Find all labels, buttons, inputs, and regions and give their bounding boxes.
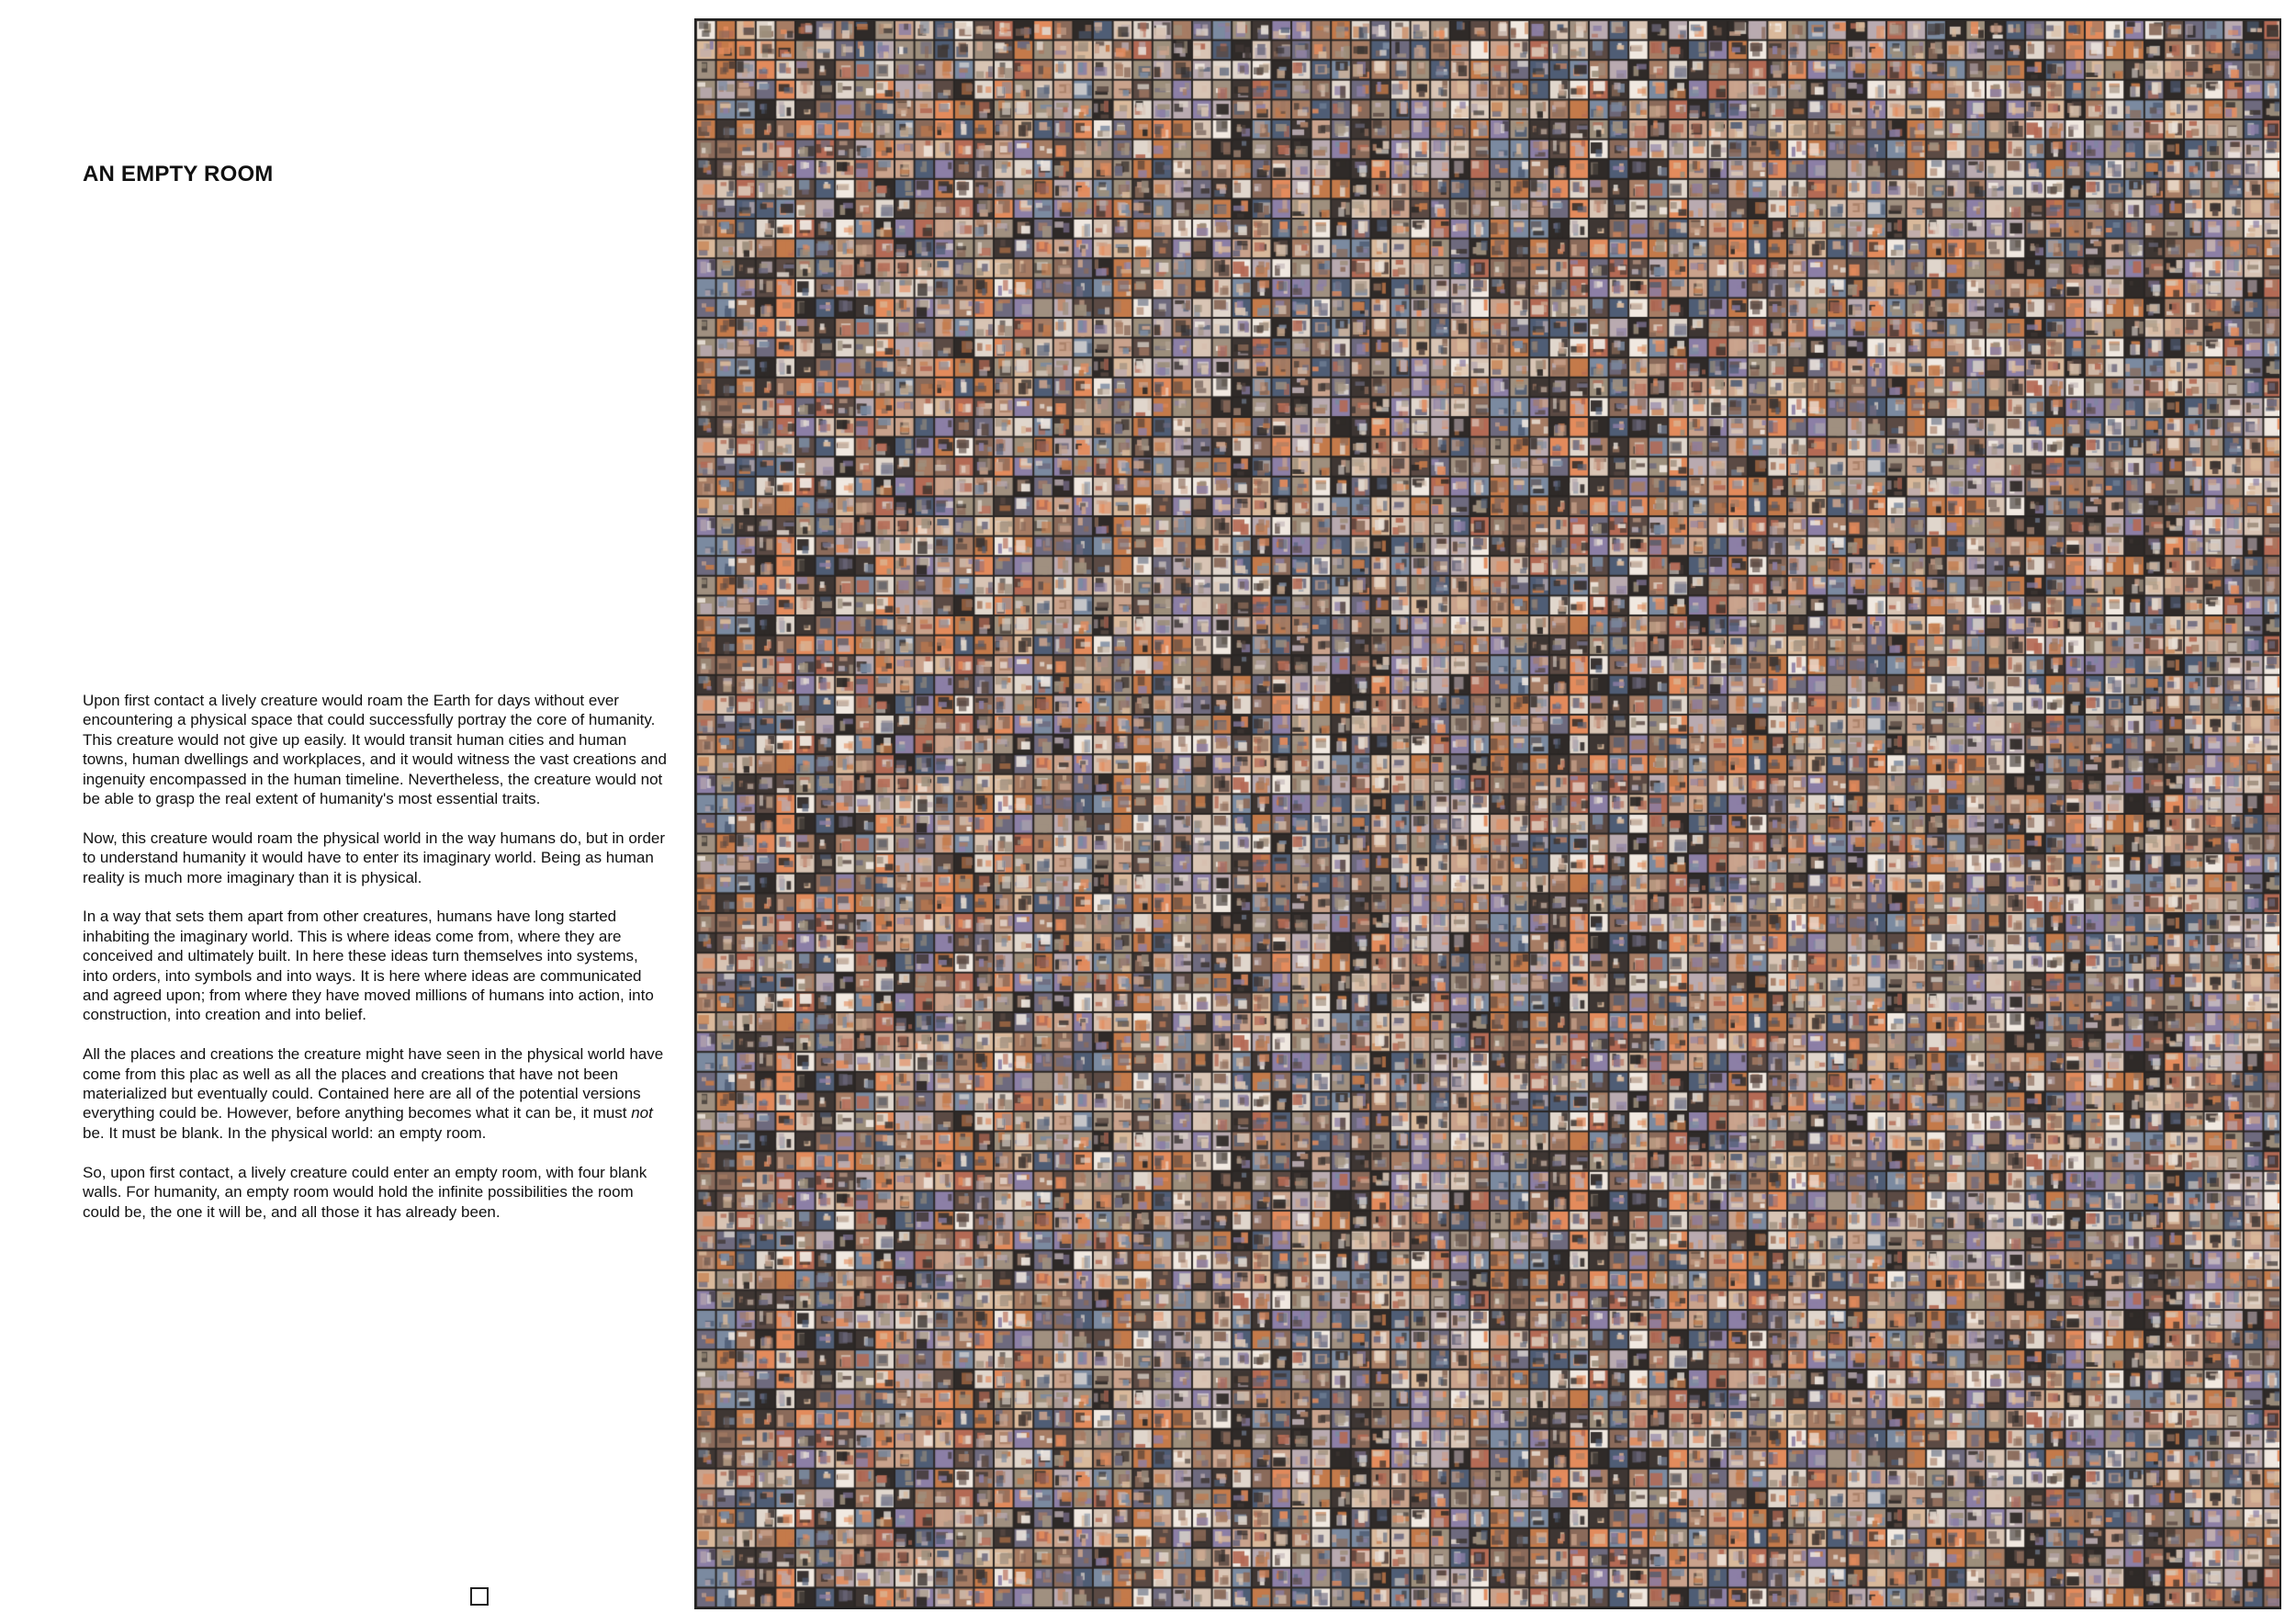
essay-paragraph-4-end: be. It must be blank. In the physical world: an empty room. [83, 1123, 487, 1142]
essay-paragraph-5: So, upon first contact, a lively creature could enter an empty room, with four blank walls. For humanity, an empty room would hold the infinite possibilities the room could be, the one it will be, and all those it has already been. [83, 1163, 647, 1221]
essay-paragraph-4-start: All the places and creations the creature might have seen in the physical world have come from this plac as well as all the places and creations that have not been materialized but eventually could. Contained here are all of the potential versions everything could be. However, before anything becomes what it can be, it must [83, 1045, 664, 1122]
square-marker-icon [470, 1587, 489, 1606]
page-title: AN EMPTY ROOM [83, 162, 274, 186]
essay-emphasis: not [631, 1104, 653, 1122]
photo-mosaic-canvas [696, 20, 2279, 1607]
essay-paragraph-3: In a way that sets them apart from other creatures, humans have long started inhabiting the imaginary world. This is where ideas come from, where they are conceived and ultimately built. In here these ideas turn themselves into systems, into orders, into symbols and into ways. It is here where ideas are communicated and agreed upon; from where they have moved millions of humans into action, into construction, into creation and into belief. [83, 908, 654, 1024]
essay-paragraph-2: Now, this creature would roam the physical world in the way humans do, but in order to understand humanity it would have to enter its imaginary world. Being as human reality is much more imaginary than it is physical. [83, 829, 666, 886]
photo-mosaic [694, 18, 2281, 1609]
essay-paragraph-1: Upon first contact a lively creature would roam the Earth for days without ever encountering a physical space that could successfully portray the core of humanity. This creature would not give up easily. It would transit human cities and human towns, human dwellings and workplaces, and it would witness the vast creations and ingenuity encompassed in the human timeline. Nevertheless, the creature would not be able to grasp the real extent of humanity's most essential traits. [83, 692, 667, 808]
essay-paragraph-4 [83, 1044, 667, 1143]
essay-text [83, 691, 667, 1241]
